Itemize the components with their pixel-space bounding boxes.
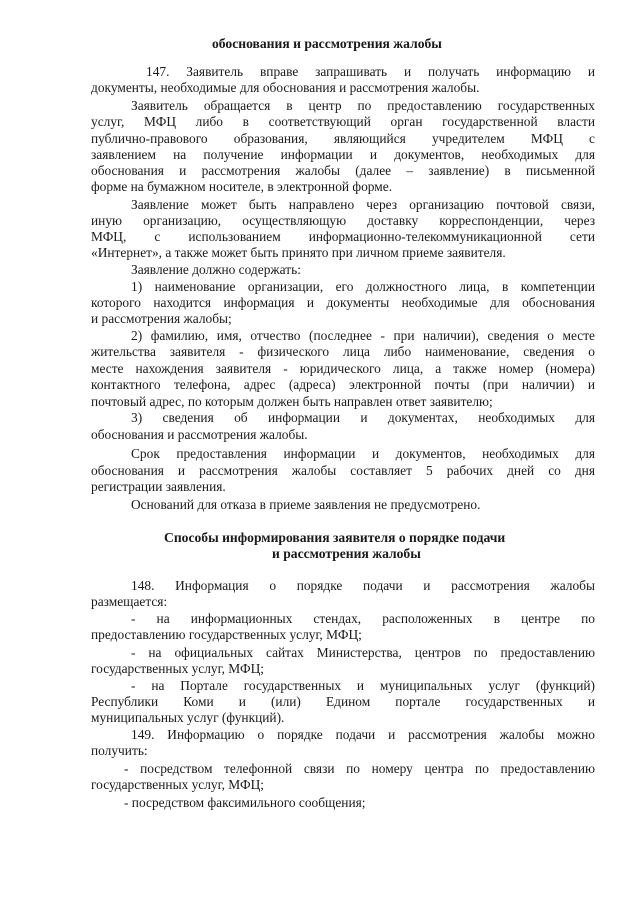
list-item-3-line: 3) сведения об информации и документах, необходимых для bbox=[131, 410, 595, 425]
para-napravleno-line: МФЦ, с использованием информационно-телекоммуникационной сети bbox=[91, 229, 595, 244]
list-item-1-line: которого находится информация и документы необходимые для обоснования bbox=[91, 295, 595, 310]
bullet-148-2-line: - на официальных сайтах Министерства, центров по предоставлению bbox=[131, 645, 595, 660]
bullet-148-1-line: предоставлению государственных услуг, МФЦ; bbox=[91, 627, 362, 642]
list-item-1-line: 1) наименование организации, его должностного лица, в компетенции bbox=[131, 279, 595, 294]
top-heading: обоснования и рассмотрения жалобы bbox=[212, 36, 442, 51]
bullet-148-3-line: - на Портале государственных и муниципальных услуг (функций) bbox=[131, 678, 595, 693]
section-heading-line: Способы информирования заявителя о порядке подачи bbox=[164, 530, 506, 545]
para-napravleno-line: Заявление может быть направлено через организацию почтовой связи, bbox=[131, 197, 595, 212]
bullet-148-2-line: государственных услуг, МФЦ; bbox=[91, 661, 265, 676]
list-item-2-line: жительства заявителя - физического лица либо наименование, сведения о bbox=[91, 344, 595, 359]
para-obrashchaetsya-line: заявлением на получение информации и документов, необходимых для bbox=[91, 147, 595, 162]
para-obrashchaetsya-line: Заявитель обращается в центр по предоставлению государственных bbox=[131, 98, 595, 113]
para-obrashchaetsya-line: форме на бумажном носителе, в электронной форме. bbox=[91, 179, 393, 194]
bullet-149-1-line: государственных услуг, МФЦ; bbox=[91, 777, 265, 792]
list-item-2-line: почтовый адрес, по которым должен быть направлен ответ заявителю; bbox=[91, 394, 493, 409]
para-147-line: 147. Заявитель вправе запрашивать и получать информацию и bbox=[146, 64, 595, 79]
para-osnovaniya: Оснований для отказа в приеме заявления не предусмотрено. bbox=[131, 497, 481, 512]
bullet-148-1-line: - на информационных стендах, расположенных в центре по bbox=[131, 611, 595, 626]
para-148-line: 148. Информация о порядке подачи и рассмотрения жалобы bbox=[131, 578, 595, 593]
para-149-line: 149. Информацию о порядке подачи и рассмотрения жалобы можно bbox=[131, 727, 595, 742]
list-item-2-line: 2) фамилию, имя, отчество (последнее - при наличии), сведения о месте bbox=[131, 328, 595, 343]
list-item-3-line: обоснования и рассмотрения жалобы. bbox=[91, 427, 308, 442]
para-srok-line: обоснования и рассмотрения жалобы составляет 5 рабочих дней со дня bbox=[91, 463, 595, 478]
bullet-148-3-line: муниципальных услуг (функций). bbox=[91, 710, 285, 725]
bullet-149-1-line: - посредством телефонной связи по номеру центра по предоставлению bbox=[124, 761, 595, 776]
para-obrashchaetsya-line: обоснования и рассмотрения жалобы (далее – заявление) в письменной bbox=[91, 163, 595, 178]
bullet-148-3-line: Республики Коми и (или) Едином портале государственных и bbox=[91, 694, 595, 709]
para-147-line: документы, необходимые для обоснования и рассмотрения жалобы. bbox=[91, 80, 480, 95]
para-srok-line: Срок предоставления информации и документов, необходимых для bbox=[131, 446, 595, 461]
para-obrashchaetsya-line: публично-правового образования, являющийся учредителем МФЦ с bbox=[91, 131, 595, 146]
para-148-line: размещается: bbox=[91, 594, 168, 609]
section-heading-line: и рассмотрения жалобы bbox=[272, 546, 421, 561]
list-item-1-line: и рассмотрения жалобы; bbox=[91, 311, 232, 326]
para-obrashchaetsya-line: услуг, МФЦ либо в соответствующий орган государственной власти bbox=[91, 114, 595, 129]
para-soderzhat: Заявление должно содержать: bbox=[131, 262, 301, 277]
list-item-2-line: контактного телефона, адрес (адреса) электронной почты (при наличии) и bbox=[91, 377, 595, 392]
para-srok-line: регистрации заявления. bbox=[91, 479, 226, 494]
bullet-149-2-line: - посредством факсимильного сообщения; bbox=[124, 795, 366, 810]
para-149-line: получить: bbox=[91, 743, 148, 758]
para-napravleno-line: иную организацию, осуществляющую доставку корреспонденции, через bbox=[91, 213, 595, 228]
para-napravleno-line: «Интернет», а также может быть принято при личном приеме заявителя. bbox=[91, 245, 506, 260]
list-item-2-line: месте нахождения заявителя - юридического лица, а также номер (номера) bbox=[91, 361, 595, 376]
